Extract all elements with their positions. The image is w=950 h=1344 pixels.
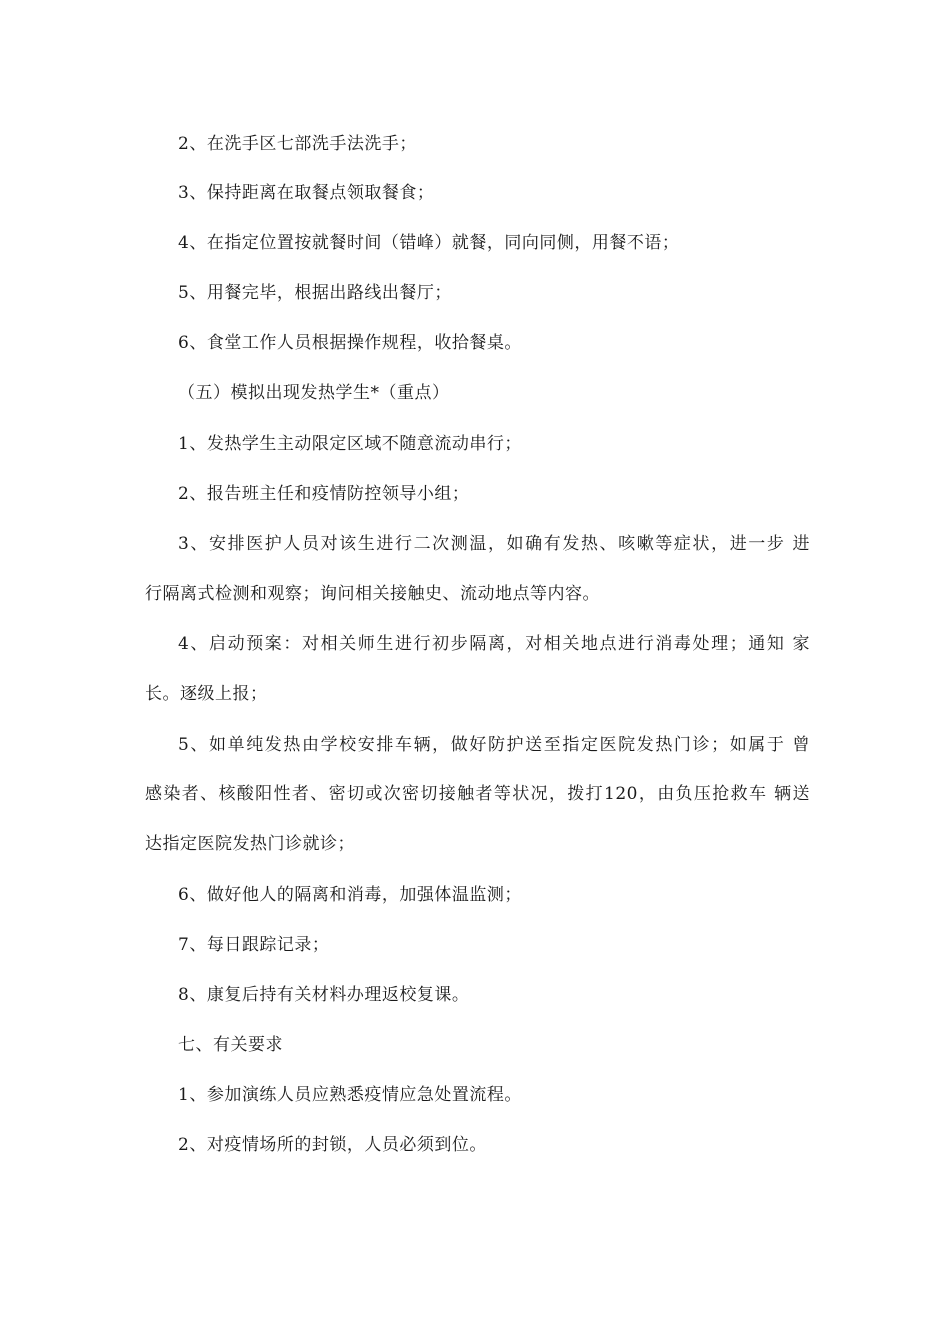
section-heading-requirements: 七、有关要求 [178,1035,283,1055]
section-heading-fever-simulation: （五）模拟出现发热学生*（重点） [178,383,450,403]
paragraph-hospital-transfer-line-1: 5、如单纯发热由学校安排车辆，做好防护送至指定医院发热门诊；如属于 曾 [178,735,810,755]
list-item-meal-pickup: 3、保持距离在取餐点领取餐食； [178,183,435,203]
list-item-dining-time: 4、在指定位置按就餐时间（错峰）就餐，同向同侧，用餐不语； [178,233,680,253]
list-item-lockdown-staff: 2、对疫情场所的封锁，人员必须到位。 [178,1135,487,1155]
paragraph-emergency-plan-line-1: 4、启动预案：对相关师生进行初步隔离，对相关地点进行消毒处理；通知 家 [178,634,810,654]
list-item-familiarize-process: 1、参加演练人员应熟悉疫情应急处置流程。 [178,1085,522,1105]
paragraph-emergency-plan-line-2: 长。逐级上报； [145,684,268,704]
paragraph-retest-line-1: 3、安排医护人员对该生进行二次测温，如确有发热、咳嗽等症状，进一步 进 [178,534,810,554]
list-item-clean-tables: 6、食堂工作人员根据操作规程，收拾餐桌。 [178,333,522,353]
list-item-hand-washing: 2、在洗手区七部洗手法洗手； [178,134,417,154]
list-item-restrict-area: 1、发热学生主动限定区域不随意流动串行； [178,434,522,454]
paragraph-retest-line-2: 行隔离式检测和观察；询问相关接触史、流动地点等内容。 [145,584,600,604]
paragraph-hospital-transfer-line-3: 达指定医院发热门诊就诊； [145,834,355,854]
list-item-isolation-disinfection: 6、做好他人的隔离和消毒，加强体温监测； [178,885,522,905]
list-item-report: 2、报告班主任和疫情防控领导小组； [178,484,470,504]
paragraph-hospital-transfer-line-2: 感染者、核酸阳性者、密切或次密切接触者等状况，拨打120，由负压抢救车 辆送 [145,784,810,804]
list-item-daily-tracking: 7、每日跟踪记录； [178,935,330,955]
list-item-exit-canteen: 5、用餐完毕，根据出路线出餐厅； [178,283,452,303]
list-item-return-to-school: 8、康复后持有关材料办理返校复课。 [178,985,470,1005]
